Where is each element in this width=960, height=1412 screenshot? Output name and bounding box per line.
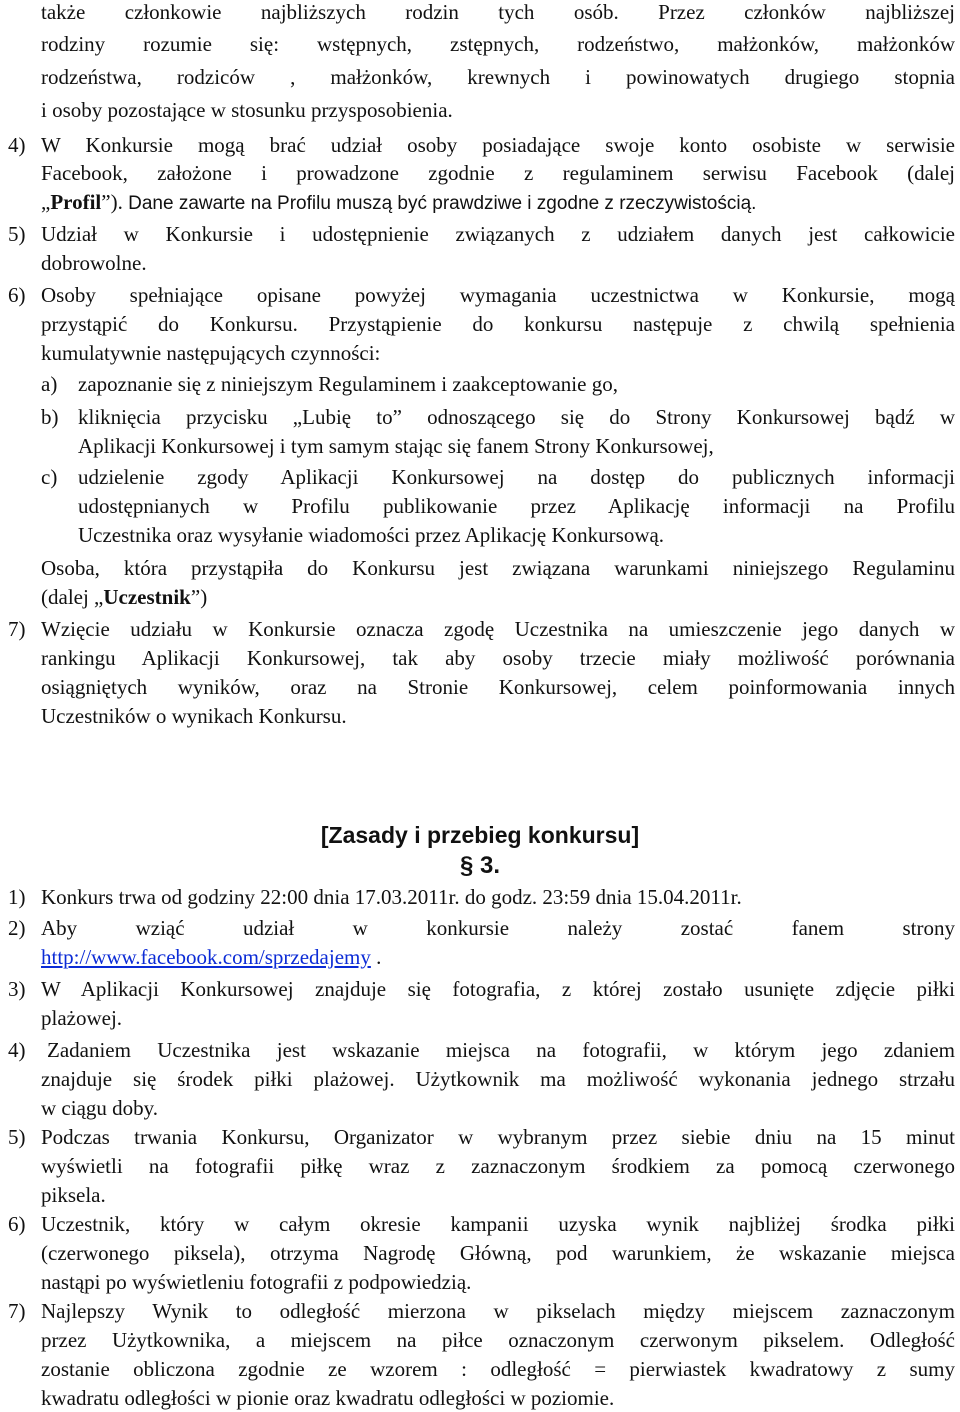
text-line: Zadaniem Uczestnika jest wskazanie miejsca na fotografii, w którym jego zdaniem xyxy=(47,1038,955,1062)
list-number: 7) xyxy=(8,617,26,641)
text-line: Konkurs trwa od godziny 22:00 dnia 17.03.2011r. do godz. 23:59 dnia 15.04.2011r. xyxy=(41,885,742,909)
text-line: W Aplikacji Konkursowej znajduje się fotografia, z której zostało usunięte zdjęcie piłki xyxy=(41,977,955,1001)
quote-close: ”). xyxy=(101,190,123,214)
text-line: Uczestnika oraz wysyłanie wiadomości przez Aplikację Konkursową. xyxy=(78,523,665,547)
section-number: § 3. xyxy=(459,852,501,879)
text-line xyxy=(41,945,381,971)
text-line: piksela. xyxy=(41,1183,106,1207)
text-line: wyświetli na fotografii piłkę wraz z zaznaczonym środkiem za pomocą czerwonego xyxy=(41,1154,955,1178)
text-line: Wzięcie udziału w Konkursie oznacza zgodę Uczestnika na umieszczenie jego danych w xyxy=(41,617,955,641)
text-line: rankingu Aplikacji Konkursowej, tak aby osoby trzecie miały możliwość porównania xyxy=(41,646,955,670)
text-span: . xyxy=(370,945,382,969)
defined-term-profil: Profil xyxy=(50,190,102,214)
list-number: 5) xyxy=(8,1125,26,1149)
text-line: kumulatywnie następujących czynności: xyxy=(41,341,381,365)
list-number: 1) xyxy=(8,885,26,909)
text-line: Najlepszy Wynik to odległość mierzona w pikselach między miejscem zaznaczonym xyxy=(41,1299,955,1323)
text-line: nastąpi po wyświetleniu fotografii z podpowiedzią. xyxy=(41,1270,472,1294)
list-number: 7) xyxy=(8,1299,26,1323)
text-line: i osoby pozostające w stosunku przysposobienia. xyxy=(41,98,453,122)
text-line: (czerwonego piksela), otrzyma Nagrodę Główną, pod warunkiem, że wskazanie miejsca xyxy=(41,1241,955,1265)
text-span: ”) xyxy=(190,585,208,609)
text-line: przystąpić do Konkursu. Przystąpienie do konkursu następuje z chwilą spełnienia xyxy=(41,312,955,336)
text-line: udzielenie zgody Aplikacji Konkursowej na dostęp do publicznych informacji xyxy=(78,465,955,489)
text-line: Uczestników o wynikach Konkursu. xyxy=(41,704,347,728)
quote-open: „ xyxy=(41,190,51,214)
text-line: Uczestnik, który w całym okresie kampanii uzyska wynik najbliżej środka piłki xyxy=(41,1212,955,1236)
text-line: Facebook, założone i prowadzone zgodnie z regulaminem serwisu Facebook (dalej xyxy=(41,161,955,185)
text-line: Podczas trwania Konkursu, Organizator w wybranym przez siebie dniu na 15 minut xyxy=(41,1125,955,1149)
text-line: przez Użytkownika, a miejscem na piłce oznaczonym czerwonym pikselem. Odległość xyxy=(41,1328,955,1352)
section-heading: [Zasady i przebieg konkursu] xyxy=(320,822,640,848)
text-line: Aplikacji Konkursowej i tym samym stając się fanem Strony Konkursowej, xyxy=(78,434,714,458)
text-line: rodzeństwa, rodziców , małżonków, krewnych i powinowatych drugiego stopnia xyxy=(41,65,955,89)
list-number: 5) xyxy=(8,222,26,246)
text-line: Osoba, która przystąpiła do Konkursu jest związana warunkami niniejszego Regulaminu xyxy=(41,556,955,580)
text-span: (dalej „ xyxy=(41,585,104,609)
text-line: plażowej. xyxy=(41,1006,123,1030)
text-line: osiągniętych wyników, oraz na Stronie Konkursowej, celem poinformowania innych xyxy=(41,675,955,699)
defined-term-uczestnik: Uczestnik xyxy=(103,585,191,609)
text-line: W Konkursie mogą brać udział osoby posiadające swoje konto osobiste w serwisie xyxy=(41,133,955,157)
text-line: w ciągu doby. xyxy=(41,1096,159,1120)
text-span: Dane zawarte na Profilu muszą być prawdziwe i zgodne z rzeczywistością. xyxy=(122,193,757,214)
text-line: rodziny rozumie się: wstępnych, zstępnych, rodzeństwo, małżonków, małżonków xyxy=(41,32,955,56)
list-number: 3) xyxy=(8,977,26,1001)
list-number: 6) xyxy=(8,283,26,307)
text-line: dobrowolne. xyxy=(41,251,147,275)
text-line: Udział w Konkursie i udostępnienie związanych z udziałem danych jest całkowicie xyxy=(41,222,955,246)
text-line: znajduje się środek piłki plażowej. Użytkownik ma możliwość wykonania jednego strzału xyxy=(41,1067,955,1091)
text-line: Aby wziąć udział w konkursie należy zostać fanem strony xyxy=(41,916,955,940)
text-line xyxy=(41,190,756,216)
list-number: 4) xyxy=(8,1038,26,1062)
text-line: Osoby spełniające opisane powyżej wymagania uczestnictwa w Konkursie, mogą xyxy=(41,283,955,307)
text-line: zapoznanie się z niniejszym Regulaminem i zaakceptowanie go, xyxy=(78,372,618,396)
list-number: 4) xyxy=(8,133,26,157)
text-line: zostanie obliczona zgodnie ze wzorem : odległość = pierwiastek kwadratowy z sumy xyxy=(41,1357,955,1381)
text-line: kliknięcia przycisku „Lubię to” odnoszącego się do Strony Konkursowej bądź w xyxy=(78,405,955,429)
list-number: 2) xyxy=(8,916,26,940)
text-line xyxy=(41,585,207,611)
text-line: kwadratu odległości w pionie oraz kwadratu odległości w poziomie. xyxy=(41,1386,615,1410)
list-number: 6) xyxy=(8,1212,26,1236)
text-line: także członkowie najbliższych rodzin tych osób. Przez członków najbliższej xyxy=(41,0,955,24)
list-letter: b) xyxy=(41,405,59,429)
list-letter: a) xyxy=(41,372,58,396)
text-line: udostępnianych w Profilu publikowanie przez Aplikację informacji na Profilu xyxy=(78,494,955,518)
list-letter: c) xyxy=(41,465,58,489)
facebook-page-link[interactable]: http://www.facebook.com/sprzedajemy xyxy=(41,945,371,969)
